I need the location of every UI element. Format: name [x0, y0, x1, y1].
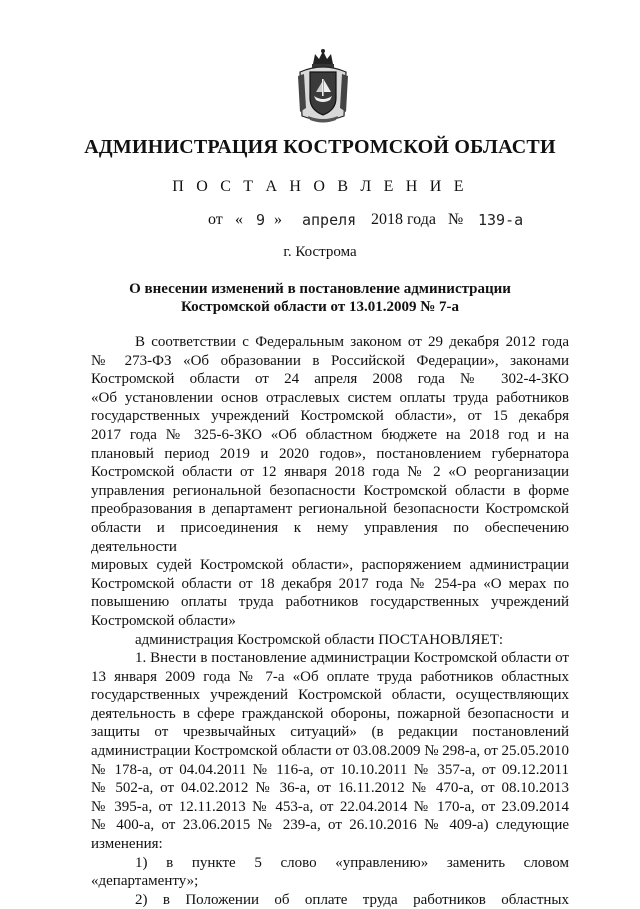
date-day: 9 [256, 211, 266, 229]
quote-open: « [235, 211, 243, 228]
subject [0, 280, 640, 316]
body-line: Костромской области от 24 апреля 2008 года № 302-4-ЗКО [91, 371, 569, 388]
body-line: плановый период 2019 и 2020 годов», постановлением губернатора [91, 445, 569, 462]
body-line: № 502-а, от 04.02.2012 № 36-а, от 16.11.2012 № 470-а, от 08.10.2013 [91, 780, 569, 797]
authority-title: АДМИНИСТРАЦИЯ КОСТРОМСКОЙ ОБЛАСТИ [84, 136, 556, 158]
coat-of-arms-emblem [296, 48, 350, 124]
document-type: П О С Т А Н О В Л Е Н И Е [172, 178, 468, 195]
body-line: управления региональной безопасности Костромской области в форме [91, 482, 569, 499]
body-line: администрации Костромской области от 03.08.2009 № 298-а, от 25.05.2010 [91, 743, 570, 760]
date-year: 2018 года [371, 211, 436, 228]
body-line: мировых судей Костромской области», распоряжением администрации [91, 557, 569, 574]
document-body [91, 333, 569, 909]
document-number: 139-а [478, 211, 524, 229]
subject-line: О внесении изменений в постановление администрации [129, 281, 511, 297]
body-line: изменения: [91, 836, 163, 853]
body-line: области и присоединения к нему управления по обеспечению деятельности [91, 519, 569, 555]
number-sign: № [448, 211, 464, 228]
body-line: 1) в пункте 5 слово «управлению» заменить словом «департаменту»; [91, 854, 569, 890]
date-prefix: от [208, 211, 223, 228]
body-line: защиты от чрезвычайных ситуаций» (в редакции постановлений [91, 724, 569, 741]
body-line: В соответствии с Федеральным законом от 29 декабря 2012 года [135, 334, 569, 350]
quote-close: » [274, 211, 282, 228]
body-line: повышению оплаты труда работников государственных учреждений [91, 594, 569, 611]
body-line: Костромской области от 12 января 2018 года № 2 «О реорганизации [91, 464, 569, 481]
body-line: № 400-а, от 23.06.2015 № 239-а, от 26.10.2016 № 409-а) следующие [91, 817, 569, 834]
subject-line: Костромской области от 13.01.2009 № 7-а [180, 299, 460, 315]
date-line [0, 210, 640, 230]
body-line: № 395-а, от 12.11.2013 № 453-а, от 22.04.2014 № 170-а, от 23.09.2014 [91, 798, 569, 815]
body-line: администрация Костромской области ПОСТАНОВЛЯЕТ: [135, 631, 504, 648]
date-month: апреля [302, 211, 357, 229]
body-line: 2) в Положении об оплате труда работников областных [135, 891, 569, 908]
body-line: государственных учреждений Костромской области», от 15 декабря [91, 408, 569, 425]
city: г. Кострома [283, 244, 357, 260]
body-line: 2017 года № 325-6-ЗКО «Об областном бюджете на 2018 год и на [91, 426, 569, 443]
body-line: «Об установлении основ отраслевых систем оплаты труда работников [91, 389, 569, 406]
body-line: Костромской области от 18 декабря 2017 года № 254-ра «О мерах по [91, 575, 569, 592]
body-line: № 273-ФЗ «Об образовании в Российской Федерации», законами [91, 352, 569, 369]
body-line: № 178-а, от 04.04.2011 № 116-а, от 10.10.2011 № 357-а, от 09.12.2011 [91, 761, 569, 778]
body-line: государственных учреждений Костромской области, осуществляющих [91, 687, 569, 704]
body-line: Костромской области» [91, 612, 236, 629]
body-line: 1. Внести в постановление администрации Костромской области от [135, 650, 569, 667]
body-line: преобразования в департамент региональной безопасности Костромской [91, 501, 569, 518]
body-line: деятельность в сфере гражданской обороны, пожарной безопасности и [91, 705, 569, 722]
body-line: 13 января 2009 года № 7-а «Об оплате труда работников областных [91, 668, 569, 685]
